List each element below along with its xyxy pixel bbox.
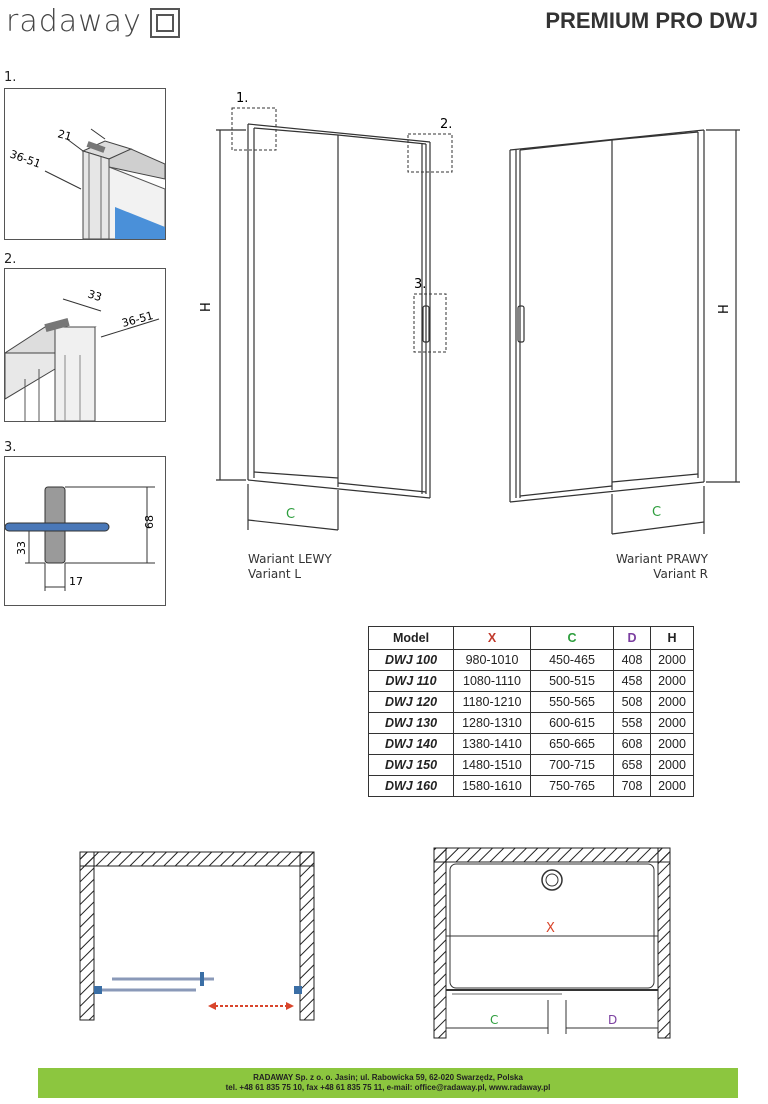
- detail-3-dim-a: 68: [143, 515, 156, 529]
- spec-cell-d: 658: [614, 755, 651, 776]
- spec-cell-model: DWJ 160: [369, 776, 454, 797]
- spec-cell-c: 750-765: [531, 776, 614, 797]
- spec-cell-d: 608: [614, 734, 651, 755]
- spec-cell-model: DWJ 140: [369, 734, 454, 755]
- spec-cell-d: 558: [614, 713, 651, 734]
- variant-right-line1: Wariant PRAWY: [615, 552, 708, 566]
- detail-3-dim-c: 17: [69, 575, 83, 588]
- col-model: Model: [369, 627, 454, 650]
- spec-table-row: [369, 671, 694, 692]
- spec-table-row: [369, 650, 694, 671]
- detail-3-dim-b: 33: [15, 541, 28, 555]
- company-footer: [38, 1068, 738, 1098]
- spec-cell-c: 700-715: [531, 755, 614, 776]
- spec-table-row: [369, 692, 694, 713]
- detail-1-drawing: [5, 89, 165, 239]
- detail-1-dim-a: 21: [56, 127, 74, 144]
- spec-table: [368, 626, 694, 797]
- spec-cell-x: 1080-1110: [454, 671, 531, 692]
- spec-table-row: [369, 776, 694, 797]
- detail-2-dim-b: 36-51: [120, 309, 155, 330]
- spec-cell-model: DWJ 120: [369, 692, 454, 713]
- callout-1: 1.: [236, 91, 249, 106]
- callout-2: 2.: [440, 117, 453, 132]
- detail-2-drawing: [5, 269, 165, 421]
- spec-cell-model: DWJ 100: [369, 650, 454, 671]
- footer-contact: tel. +48 61 835 75 10, fax +48 61 835 75 11, e-mail: office@radaway.pl, www.radaway.pl: [225, 1083, 551, 1092]
- plan-c-label: C: [490, 1013, 499, 1027]
- detail-3-label: 3.: [4, 440, 17, 455]
- footer-address: RADAWAY Sp. z o. o. Jasin; ul. Rabowicka 59, 62-020 Swarzędz, Polska: [253, 1073, 523, 1082]
- plan-view-dimensions: [432, 840, 682, 1040]
- detail-1-label: 1.: [4, 70, 17, 85]
- right-width-label: C: [652, 505, 662, 520]
- spec-cell-model: DWJ 130: [369, 713, 454, 734]
- variant-right-caption: [600, 552, 708, 582]
- spec-cell-c: 500-515: [531, 671, 614, 692]
- spec-cell-d: 458: [614, 671, 651, 692]
- detail-1-box: [4, 88, 166, 240]
- spec-cell-h: 2000: [651, 734, 694, 755]
- callout-3: 3.: [414, 277, 427, 292]
- spec-cell-h: 2000: [651, 776, 694, 797]
- spec-table-header: [369, 627, 694, 650]
- col-h: H: [651, 627, 694, 650]
- variant-left-caption: [248, 552, 332, 582]
- spec-cell-h: 2000: [651, 671, 694, 692]
- spec-cell-x: 1280-1310: [454, 713, 531, 734]
- spec-cell-x: 1380-1410: [454, 734, 531, 755]
- spec-table-row: [369, 734, 694, 755]
- spec-table-row: [369, 713, 694, 734]
- spec-cell-x: 980-1010: [454, 650, 531, 671]
- detail-2-box: [4, 268, 166, 422]
- spec-cell-x: 1180-1210: [454, 692, 531, 713]
- spec-cell-d: 708: [614, 776, 651, 797]
- plan-view-sliding: [76, 840, 326, 1030]
- left-width-label: C: [286, 507, 296, 522]
- plan-x-label: X: [546, 921, 555, 936]
- door-elevation-right: [490, 110, 760, 550]
- col-c: C: [531, 627, 614, 650]
- spec-cell-d: 408: [614, 650, 651, 671]
- spec-table-row: [369, 755, 694, 776]
- detail-3-drawing: [5, 457, 165, 605]
- spec-cell-c: 450-465: [531, 650, 614, 671]
- right-height-label: H: [717, 304, 732, 314]
- detail-1-dim-b: 36-51: [7, 147, 43, 171]
- spec-cell-c: 550-565: [531, 692, 614, 713]
- brand-logo-mark: [150, 8, 180, 38]
- brand-logo: radaway: [6, 4, 142, 39]
- col-d: D: [614, 627, 651, 650]
- spec-cell-x: 1480-1510: [454, 755, 531, 776]
- spec-cell-model: DWJ 110: [369, 671, 454, 692]
- door-elevation-left: [190, 80, 470, 550]
- spec-cell-c: 600-615: [531, 713, 614, 734]
- plan-d-label: D: [608, 1013, 618, 1027]
- spec-cell-h: 2000: [651, 650, 694, 671]
- detail-2-dim-a: 33: [86, 287, 104, 305]
- variant-left-line1: Wariant LEWY: [248, 552, 332, 566]
- spec-cell-d: 508: [614, 692, 651, 713]
- product-title: PREMIUM PRO DWJ: [545, 8, 758, 33]
- detail-3-box: [4, 456, 166, 606]
- spec-cell-h: 2000: [651, 692, 694, 713]
- col-x: X: [454, 627, 531, 650]
- variant-right-line2: Variant R: [653, 567, 708, 581]
- spec-cell-x: 1580-1610: [454, 776, 531, 797]
- spec-cell-h: 2000: [651, 713, 694, 734]
- detail-2-label: 2.: [4, 252, 17, 267]
- spec-cell-model: DWJ 150: [369, 755, 454, 776]
- spec-cell-h: 2000: [651, 755, 694, 776]
- spec-cell-c: 650-665: [531, 734, 614, 755]
- left-height-label: H: [199, 302, 214, 312]
- variant-left-line2: Variant L: [248, 567, 302, 581]
